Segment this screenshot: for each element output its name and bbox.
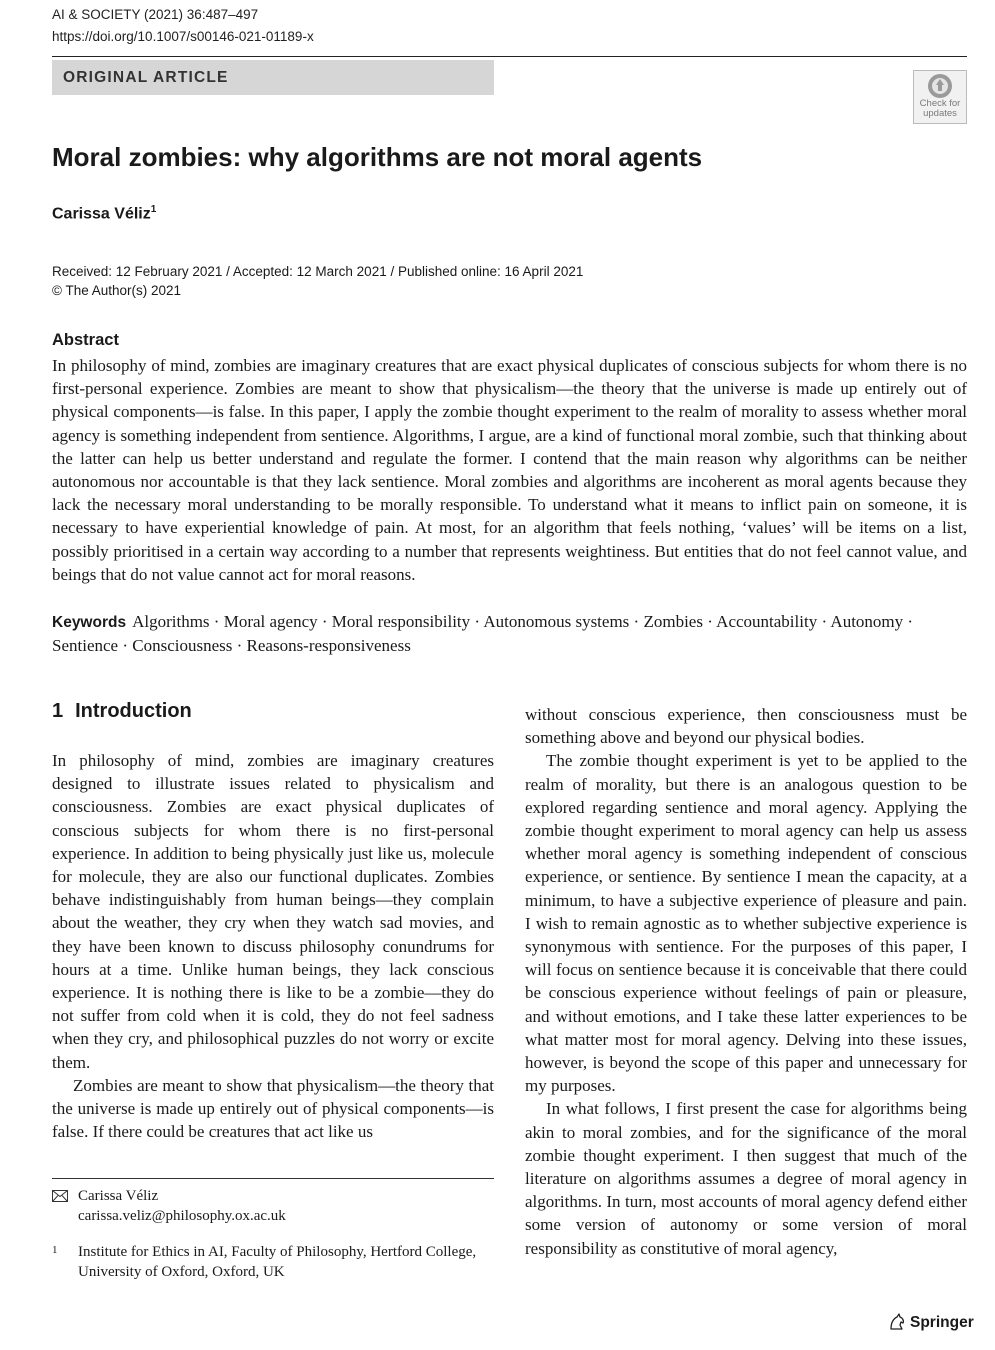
check-updates-label-1: Check for (919, 98, 961, 109)
doi-link[interactable]: https://doi.org/10.1007/s00146-021-01189-x (52, 29, 314, 44)
abstract-text: In philosophy of mind, zombies are imaginary creatures that are exact physical duplicates of conscious subjects for whom there is no first-personal experience. Zombies are meant to show that physicalism—the theory that the universe is made up entirely out of physical components—is false. In this paper, I apply the zombie thought experiment to the realm of morality to assess whether moral agency is something independent from sentience. Algorithms, I argue, are a kind of functional moral zombie, such that thinking about the latter can help us better understand and regulate the former. I contend that the main reason why algorithms can be neither autonomous nor accountable is that they lack sentience. Moral zombies and algorithms are incoherent as moral agents because they lack the necessary moral understanding to be morally responsible. To understand what it means to inflict pain on someone, it is necessary to have experiential knowledge of pain. At most, for an algorithm that feels nothing, ‘values’ will be items on a list, possibly prioritised in a certain way according to a number that represents weightiness. But entities that do not feel cannot value, and beings that do not value cannot act for moral reasons. (52, 356, 967, 584)
header-rule (52, 56, 967, 57)
check-updates-label-2: updates (923, 108, 957, 119)
article-title: Moral zombies: why algorithms are not moral agents (52, 142, 703, 172)
keywords-label: Keywords (52, 614, 127, 631)
section-heading (52, 700, 192, 723)
body-paragraph: Zombies are meant to show that physicalism—the theory that the universe is made up entirely out of physical components—is false. If there could be creatures that act like us (52, 1075, 494, 1142)
springer-horse-icon (888, 1313, 906, 1331)
journal-citation: AI & SOCIETY (2021) 36:487–497 (52, 7, 259, 22)
publication-history (52, 262, 583, 300)
author-affiliation-mark: 1 (150, 204, 157, 215)
copyright-line: © The Author(s) 2021 (52, 283, 182, 298)
footnote-rule (52, 1178, 494, 1179)
affiliation-mark: 1 (52, 1244, 58, 1256)
article-type-banner: ORIGINAL ARTICLE (52, 60, 494, 95)
corresponding-author-note (52, 1186, 494, 1226)
author-name-text: Carissa Véliz (52, 205, 151, 223)
body-column-right (525, 703, 967, 1260)
affiliation-note (52, 1242, 494, 1282)
check-updates-icon (927, 73, 953, 99)
contact-name: Carissa Véliz (78, 1188, 159, 1204)
body-paragraph: without conscious experience, then consciousness must be something above and beyond our physical bodies. (525, 705, 967, 748)
publication-dates: Received: 12 February 2021 / Accepted: 12 March 2021 / Published online: 16 April 2021 (52, 264, 584, 279)
affiliation-text: Institute for Ethics in AI, Faculty of Philosophy, Hertford College, University of Oxford, Oxford, UK (78, 1244, 477, 1280)
contact-email[interactable]: carissa.veliz@philosophy.ox.ac.uk (78, 1208, 286, 1224)
check-for-updates-badge[interactable] (913, 70, 967, 124)
keywords (52, 610, 967, 657)
publisher-logo (888, 1313, 974, 1332)
body-column-left (52, 749, 494, 1143)
envelope-icon (52, 1190, 68, 1202)
body-paragraph: The zombie thought experiment is yet to be applied to the realm of morality, but there is an analogous question to be explored regarding sentience and moral agency. Applying the zombie thought experiment to moral agency can help us assess whether moral agency is something independent of conscious experience, or sentience. By sentience I mean the capacity, at a minimum, to have a subjective experience of pleasure and pain. I wish to remain agnostic as to whether subjective experience is synonymous with sentience. For the purposes of this paper, I will focus on sentience because it is conceivable that there could be conscious experience without feelings of pain or pleasure, and without emotions, and I take these latter experiences to be what matter most for moral agency. Delving into these issues, however, is beyond the scope of this paper and unnecessary for my purposes. (525, 751, 967, 1096)
keywords-list: Algorithms · Moral agency · Moral responsibility · Autonomous systems · Zombies · Accountability · Autonomy · Sentience · Consciousness · Reasons-responsiveness (52, 612, 914, 656)
section-title: Introduction (75, 700, 192, 722)
abstract-heading: Abstract (52, 331, 119, 349)
body-paragraph: In philosophy of mind, zombies are imaginary creatures designed to illustrate issues related to physicalism and consciousness. Zombies are exact physical duplicates of conscious subjects for whom there is no first-personal experience. In addition to being physically just like us, molecule for molecule, they are also our functional duplicates. Zombies behave indistinguishably from human beings—they complain about the weather, they cry when they watch sad movies, and they have been known to discuss philosophy conundrums for hours at a time. Unlike human beings, they lack conscious experience. It is nothing there is like to be a zombie—they do not suffer from cold when it is cold, they do not feel sadness when they cry, and philosophical puzzles do not worry or excite them. (52, 751, 494, 1072)
body-paragraph: In what follows, I first present the case for algorithms being akin to moral zombies, and for the significance of the moral zombie thought experiment. I then suggest that much of the literature on algorithms assumes a degree of moral agency in algorithms. In turn, most accounts of moral agency defend either some version of autonomy or some version of moral responsibility as constitutive of moral agency, (525, 1099, 967, 1258)
section-number: 1 (52, 700, 64, 722)
author-name[interactable] (52, 204, 156, 223)
publisher-name: Springer (910, 1314, 974, 1331)
